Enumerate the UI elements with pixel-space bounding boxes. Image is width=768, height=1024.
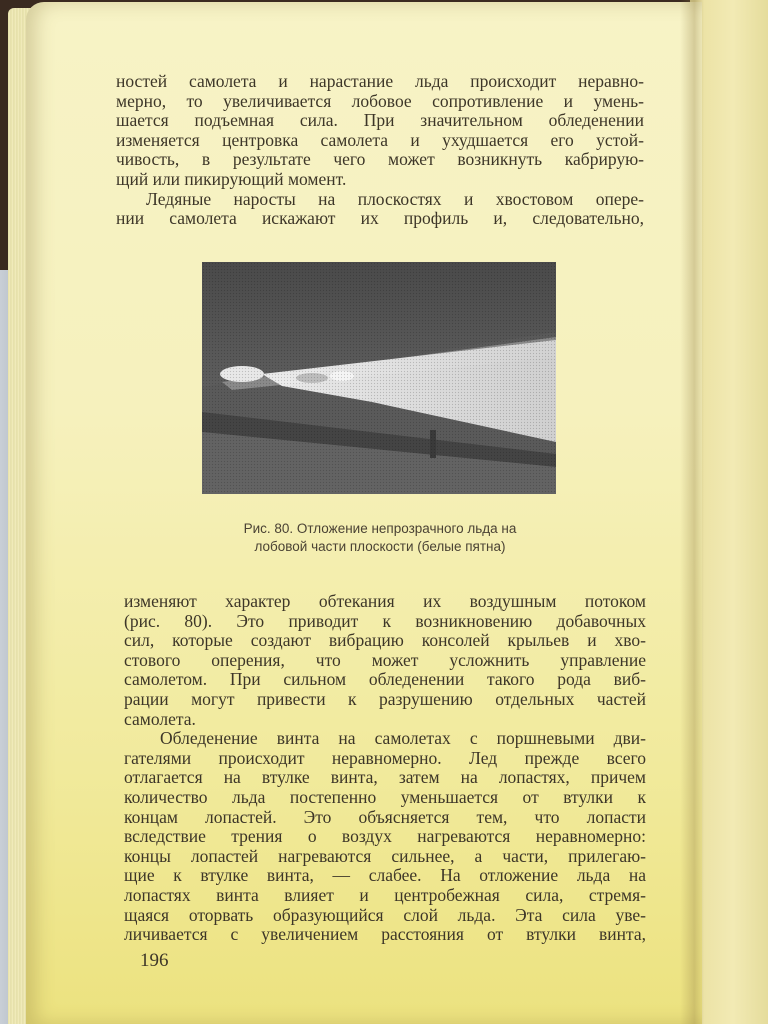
text-line: стового оперения, что может усложнить управление <box>124 649 646 670</box>
text-line: Ледяные наросты на плоскостях и хвостовом опере- <box>146 188 644 209</box>
text-line: личивается с увеличением расстояния от втулки винта, <box>124 924 646 945</box>
text-line: (рис. 80). Это приводит к возникновению добавочных <box>124 610 646 631</box>
text-line: ностей самолета и нарастание льда происходит неравно- <box>116 71 644 91</box>
figure-caption <box>198 520 562 556</box>
text-line: количество льда постепенно уменьшается от втулки к <box>124 786 646 807</box>
text-line: сил, которые создают вибрацию консолей крыльев и хво- <box>124 630 646 651</box>
text-line: гателями происходит неравномерно. Лед прежде всего <box>124 747 646 768</box>
text-line: концам лопастей. Это объясняется тем, что лопасти <box>124 806 646 827</box>
text-line: изменяют характер обтекания их воздушным потоком <box>124 591 646 611</box>
text-line: Обледенение винта на самолетах с поршневыми дви- <box>160 728 646 749</box>
text-line: концы лопастей нагреваются сильнее, а части, прилегаю- <box>124 845 646 866</box>
text-line: самолета. <box>124 708 196 729</box>
text-line: щие к втулке винта, — слабее. На отложение льда на <box>124 865 646 886</box>
text-line: щий или пикирующий момент. <box>116 168 347 189</box>
text-line: мерно, то увеличивается лобовое сопротивление и умень- <box>116 90 644 111</box>
text-line: лопастях винта влияет и центробежная сила, стремя- <box>124 884 646 905</box>
page-number: 196 <box>140 950 169 971</box>
paragraph-bottom <box>124 592 646 945</box>
figure-photo-wing-ice <box>202 262 556 494</box>
text-line: самолетом. При сильном обледенении такого рода виб- <box>124 669 646 690</box>
text-line: отлагается на втулке винта, затем на лопастях, причем <box>124 767 646 788</box>
figure-caption-line: лобовой части плоскости (белые пятна) <box>254 539 506 554</box>
text-line: щаяся оторвать образующийся слой льда. Эта сила уве- <box>124 904 646 925</box>
figure-caption-line: Рис. 80. Отложение непрозрачного льда на <box>243 521 517 536</box>
paragraph-top <box>116 72 644 229</box>
text-line: нии самолета искажают их профиль и, следовательно, <box>116 208 644 229</box>
text-line: чивость, в результате чего может возникнуть кабрирую- <box>116 149 644 170</box>
text-line: вследствие трения о воздух нагреваются неравномерно: <box>124 826 646 847</box>
text-line: шается подъемная сила. При значительном обледенении <box>116 110 644 131</box>
gutter-shadow <box>680 0 704 1024</box>
text-line: рации могут привести к разрушению отдельных частей <box>124 688 646 709</box>
text-line: изменяется центровка самолета и ухудшается его устой- <box>116 129 644 150</box>
